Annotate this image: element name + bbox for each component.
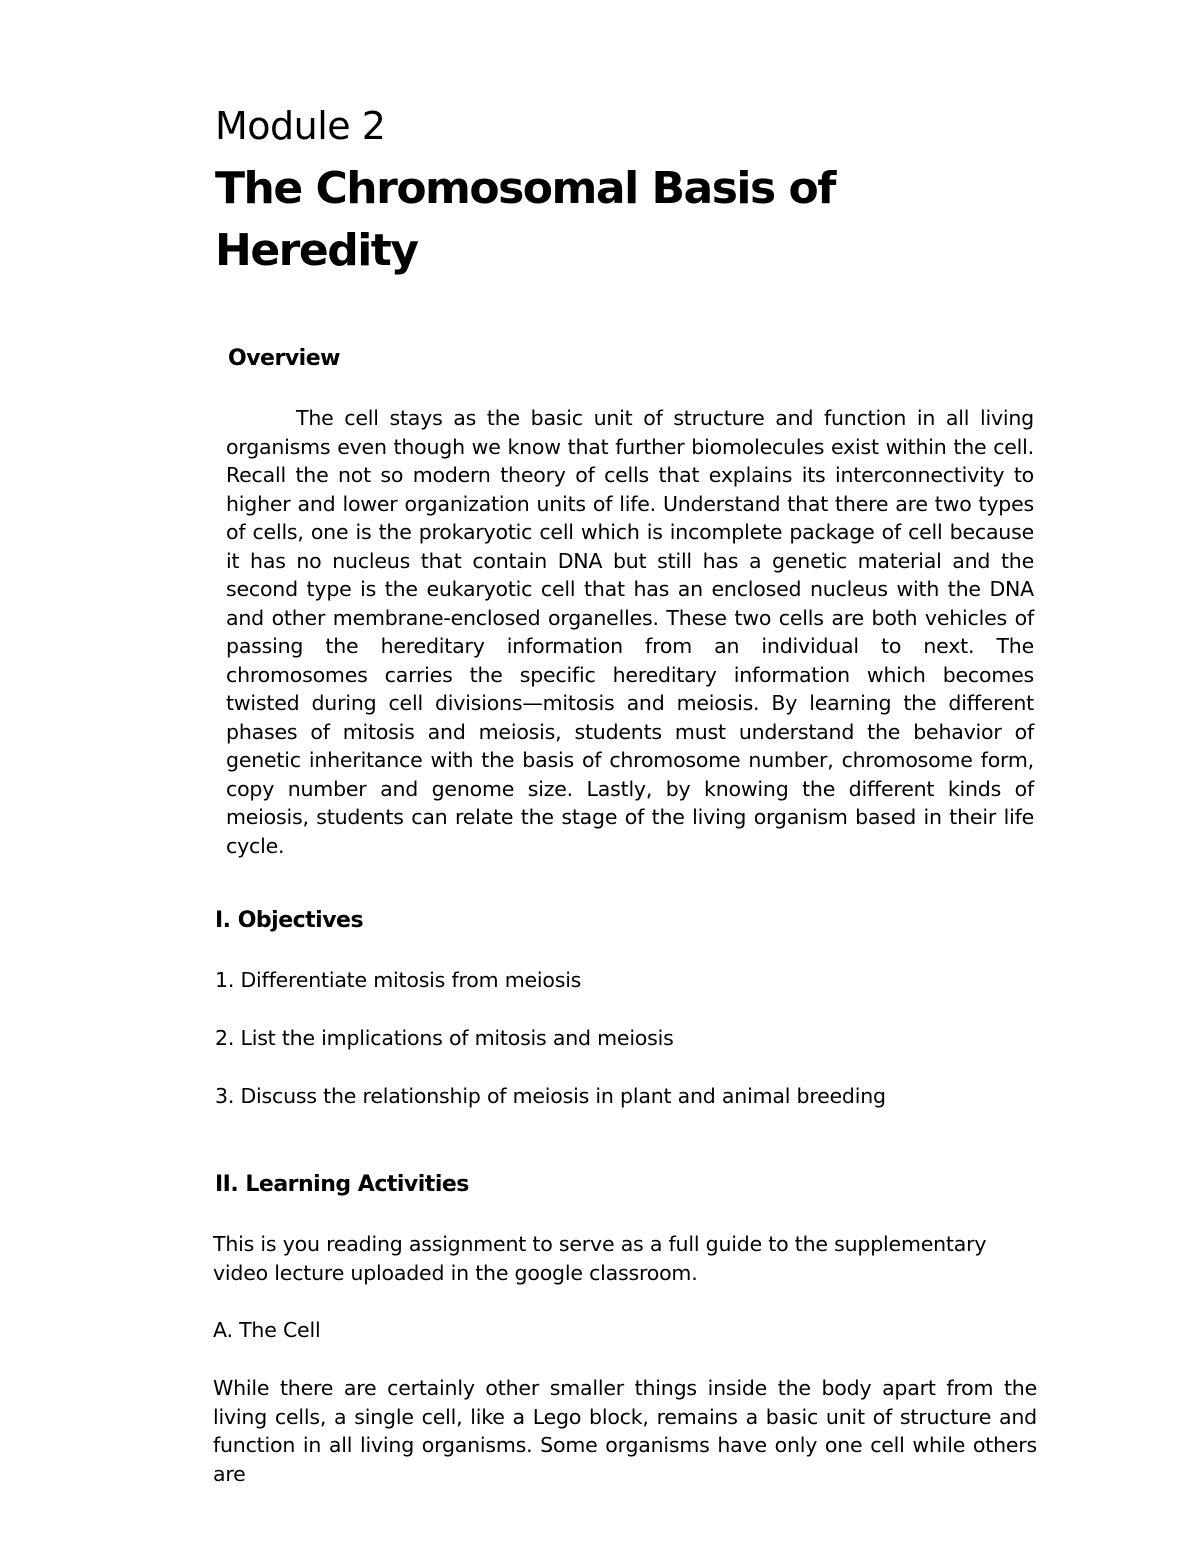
learning-activities-intro: This is you reading assignment to serve as a full guide to the supplementary video lecture uploaded in the google classroom.	[213, 1232, 987, 1285]
objectives-heading: I. Objectives	[215, 908, 364, 933]
objective-item: 3. Discuss the relationship of meiosis in plant and animal breeding	[215, 1084, 886, 1108]
module-label: Module 2	[215, 104, 386, 148]
document-title: The Chromosomal Basis of Heredity	[215, 163, 835, 276]
objective-item: 1. Differentiate mitosis from meiosis	[215, 968, 582, 992]
learning-activities-heading: II. Learning Activities	[215, 1172, 469, 1197]
section-a-paragraph: While there are certainly other smaller things inside the body apart from the living cells, a single cell, like a Lego block, remains a basic unit of structure and function in all living organisms. Some organisms have only one cell while others are	[213, 1376, 1037, 1486]
section-a-heading: A. The Cell	[213, 1318, 321, 1342]
objective-item: 2. List the implications of mitosis and meiosis	[215, 1026, 674, 1050]
overview-paragraph: The cell stays as the basic unit of structure and function in all living organisms even though we know that further biomolecules exist within the cell. Recall the not so modern theory of cells that explains its interconnectivity to higher and lower organization units of life. Understand that there are two types of cells, one is the prokaryotic cell which is incomplete package of cell because it has no nucleus that contain DNA but still has a genetic material and the second type is the eukaryotic cell that has an enclosed nucleus with the DNA and other membrane-enclosed organelles. These two cells are both vehicles of passing the hereditary information from an individual to next. The chromosomes carries the specific hereditary information which becomes twisted during cell divisions—mitosis and meiosis. By learning the different phases of mitosis and meiosis, students must understand the behavior of genetic inheritance with the basis of chromosome number, chromosome form, copy number and genome size. Lastly, by knowing the different kinds of meiosis, students can relate the stage of the living organism based in their life cycle.	[226, 406, 1034, 858]
overview-heading: Overview	[228, 346, 340, 371]
